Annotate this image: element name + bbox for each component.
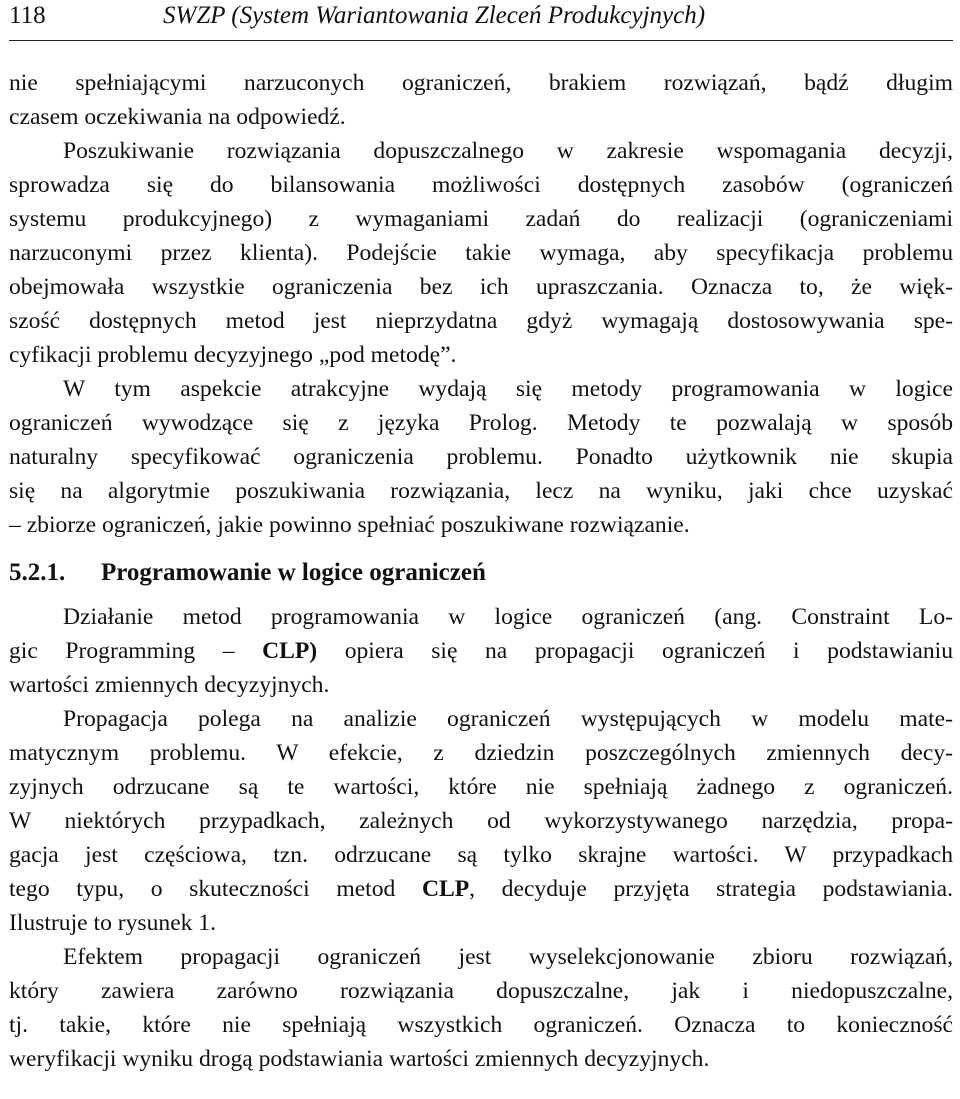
clp-acronym: CLP <box>421 876 470 902</box>
text-line <box>9 634 953 668</box>
text-line: czasem oczekiwania na odpowiedź. <box>9 104 346 130</box>
text-line: Poszukiwanie rozwiązania dopuszczalnego w zakresie wspomagania decyzji, <box>63 138 953 164</box>
text-line: – zbiorze ograniczeń, jakie powinno spełniać poszukiwane rozwiązanie. <box>9 512 690 538</box>
text-line: W tym aspekcie atrakcyjne wydają się metody programowania w logice <box>63 376 953 402</box>
text-line: się na algorytmie poszukiwania rozwiązania, lecz na wyniku, jaki chce uzyskać <box>9 478 953 504</box>
text-line: nie spełniającymi narzuconych ograniczeń, brakiem rozwiązań, bądź długim <box>9 70 953 96</box>
text-line: wartości zmiennych decyzyjnych. <box>9 672 330 698</box>
text-line: który zawiera zarówno rozwiązania dopuszczalne, jak i niedopuszczalne, <box>9 978 953 1004</box>
section-title: Programowanie w logice ograniczeń <box>101 559 486 586</box>
running-title: SWZP (System Wariantowania Zleceń Produkcyjnych) <box>163 2 706 29</box>
page-header <box>9 0 953 41</box>
text-line: obejmowała wszystkie ograniczenia bez ich upraszczania. Oznacza to, że więk- <box>9 274 953 300</box>
text-line: matycznym problemu. W efekcie, z dziedzin poszczególnych zmiennych decy- <box>9 740 953 766</box>
text-line: Propagacja polega na analizie ograniczeń występujących w modelu mate- <box>63 706 953 732</box>
body-text <box>9 66 953 1076</box>
page-number: 118 <box>9 2 46 29</box>
text-line: Ilustruje to rysunek 1. <box>9 910 217 936</box>
text-line: ograniczeń wywodzące się z języka Prolog. Metody te pozwalają w sposób <box>9 410 953 436</box>
text-line <box>9 872 953 906</box>
text-line: Efektem propagacji ograniczeń jest wyselekcjonowanie zbioru rozwiązań, <box>63 944 953 970</box>
text-line: sprowadza się do bilansowania możliwości dostępnych zasobów (ograniczeń <box>9 172 953 198</box>
document-page <box>9 0 954 1072</box>
clp-acronym: CLP) <box>262 638 318 664</box>
text-segment: , decyduje przyjęta strategia podstawiania. <box>469 876 954 902</box>
text-line: tj. takie, które nie spełniają wszystkich ograniczeń. Oznacza to konieczność <box>9 1012 953 1038</box>
text-line: narzuconymi przez klienta). Podejście takie wymaga, aby specyfikacja problemu <box>9 240 953 266</box>
text-line: Działanie metod programowania w logice ograniczeń (ang. Constraint Lo- <box>63 604 953 630</box>
section-number: 5.2.1. <box>9 559 66 586</box>
text-line: cyfikacji problemu decyzyjnego „pod metodę”. <box>9 342 457 368</box>
text-line: zyjnych odrzucane są te wartości, które nie spełniają żadnego z ograniczeń. <box>9 774 953 800</box>
text-segment: tego typu, o skuteczności metod <box>9 876 422 902</box>
text-line: gacja jest częściowa, tzn. odrzucane są tylko skrajne wartości. W przypadkach <box>9 842 953 868</box>
text-line: naturalny specyfikować ograniczenia problemu. Ponadto użytkownik nie skupia <box>9 444 953 470</box>
text-line: weryfikacji wyniku drogą podstawiania wartości zmiennych decyzyjnych. <box>9 1046 710 1072</box>
text-segment: gic Programming – <box>9 638 263 664</box>
text-line: szość dostępnych metod jest nieprzydatna gdyż wymagają dostosowywania spe- <box>9 308 953 334</box>
section-heading <box>9 552 953 594</box>
text-line: systemu produkcyjnego) z wymaganiami zadań do realizacji (ograniczeniami <box>9 206 953 232</box>
text-line: W niektórych przypadkach, zależnych od wykorzystywanego narzędzia, propa- <box>9 808 953 834</box>
text-segment: opiera się na propagacji ograniczeń i podstawianiu <box>317 638 953 664</box>
